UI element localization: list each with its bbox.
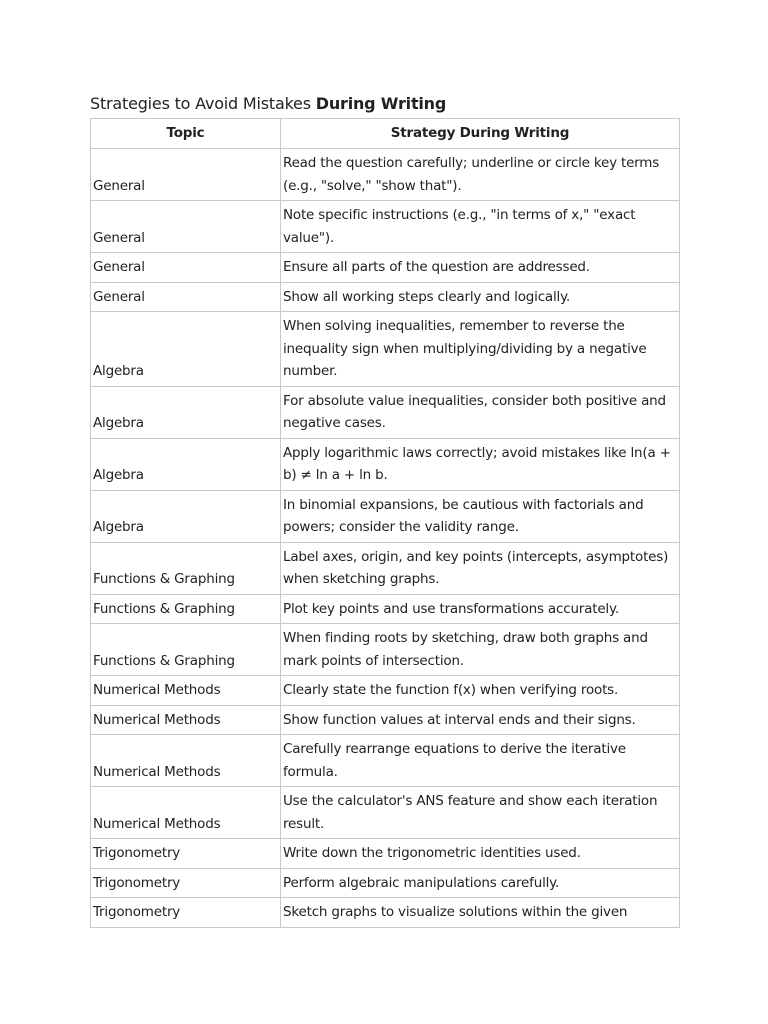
strategy-cell: Carefully rearrange equations to derive the iterative formula. bbox=[281, 735, 680, 787]
topic-cell: Functions & Graphing bbox=[91, 542, 281, 594]
table-row bbox=[91, 253, 680, 283]
header-topic: Topic bbox=[91, 119, 281, 149]
table-row bbox=[91, 594, 680, 624]
table-row bbox=[91, 282, 680, 312]
topic-cell: Algebra bbox=[91, 312, 281, 387]
table-row bbox=[91, 312, 680, 387]
strategy-cell: Perform algebraic manipulations carefully. bbox=[281, 868, 680, 898]
topic-cell: Algebra bbox=[91, 386, 281, 438]
table-row bbox=[91, 386, 680, 438]
strategy-cell: For absolute value inequalities, consider both positive and negative cases. bbox=[281, 386, 680, 438]
table-row bbox=[91, 705, 680, 735]
strategy-cell: Sketch graphs to visualize solutions within the given bbox=[281, 898, 680, 928]
table-row bbox=[91, 438, 680, 490]
topic-cell: General bbox=[91, 253, 281, 283]
strategy-cell: Show all working steps clearly and logically. bbox=[281, 282, 680, 312]
topic-cell: Trigonometry bbox=[91, 868, 281, 898]
table-row bbox=[91, 490, 680, 542]
topic-cell: General bbox=[91, 149, 281, 201]
strategy-cell: Read the question carefully; underline or circle key terms (e.g., "solve," "show that"). bbox=[281, 149, 680, 201]
strategy-cell: Label axes, origin, and key points (intercepts, asymptotes) when sketching graphs. bbox=[281, 542, 680, 594]
topic-cell: Trigonometry bbox=[91, 839, 281, 869]
header-strategy: Strategy During Writing bbox=[281, 119, 680, 149]
topic-cell: Functions & Graphing bbox=[91, 594, 281, 624]
table-header-row bbox=[91, 119, 680, 149]
table-row bbox=[91, 735, 680, 787]
table-row bbox=[91, 149, 680, 201]
topic-cell: Numerical Methods bbox=[91, 787, 281, 839]
strategy-cell: Note specific instructions (e.g., "in terms of x," "exact value"). bbox=[281, 201, 680, 253]
title-prefix: Strategies to Avoid Mistakes bbox=[90, 94, 316, 113]
table-row bbox=[91, 201, 680, 253]
topic-cell: General bbox=[91, 282, 281, 312]
strategy-cell: Clearly state the function f(x) when verifying roots. bbox=[281, 676, 680, 706]
table-row bbox=[91, 542, 680, 594]
strategy-cell: Show function values at interval ends and their signs. bbox=[281, 705, 680, 735]
table-row bbox=[91, 676, 680, 706]
topic-cell: Numerical Methods bbox=[91, 676, 281, 706]
document-title bbox=[90, 94, 446, 114]
strategies-table bbox=[90, 118, 680, 928]
strategy-cell: When finding roots by sketching, draw both graphs and mark points of intersection. bbox=[281, 624, 680, 676]
strategy-cell: Write down the trigonometric identities used. bbox=[281, 839, 680, 869]
strategy-cell: When solving inequalities, remember to reverse the inequality sign when multiplying/dividing by a negative number. bbox=[281, 312, 680, 387]
strategy-cell: Use the calculator's ANS feature and show each iteration result. bbox=[281, 787, 680, 839]
topic-cell: Numerical Methods bbox=[91, 735, 281, 787]
table-row bbox=[91, 868, 680, 898]
strategy-cell: Ensure all parts of the question are addressed. bbox=[281, 253, 680, 283]
topic-cell: Functions & Graphing bbox=[91, 624, 281, 676]
title-bold: During Writing bbox=[315, 94, 447, 113]
strategy-cell: Plot key points and use transformations accurately. bbox=[281, 594, 680, 624]
strategy-cell: In binomial expansions, be cautious with factorials and powers; consider the validity range. bbox=[281, 490, 680, 542]
table-row bbox=[91, 624, 680, 676]
table-row bbox=[91, 898, 680, 928]
topic-cell: General bbox=[91, 201, 281, 253]
table-row bbox=[91, 787, 680, 839]
table-row bbox=[91, 839, 680, 869]
topic-cell: Trigonometry bbox=[91, 898, 281, 928]
topic-cell: Algebra bbox=[91, 438, 281, 490]
topic-cell: Numerical Methods bbox=[91, 705, 281, 735]
strategy-cell: Apply logarithmic laws correctly; avoid mistakes like ln(a + b) ≠ ln a + ln b. bbox=[281, 438, 680, 490]
topic-cell: Algebra bbox=[91, 490, 281, 542]
